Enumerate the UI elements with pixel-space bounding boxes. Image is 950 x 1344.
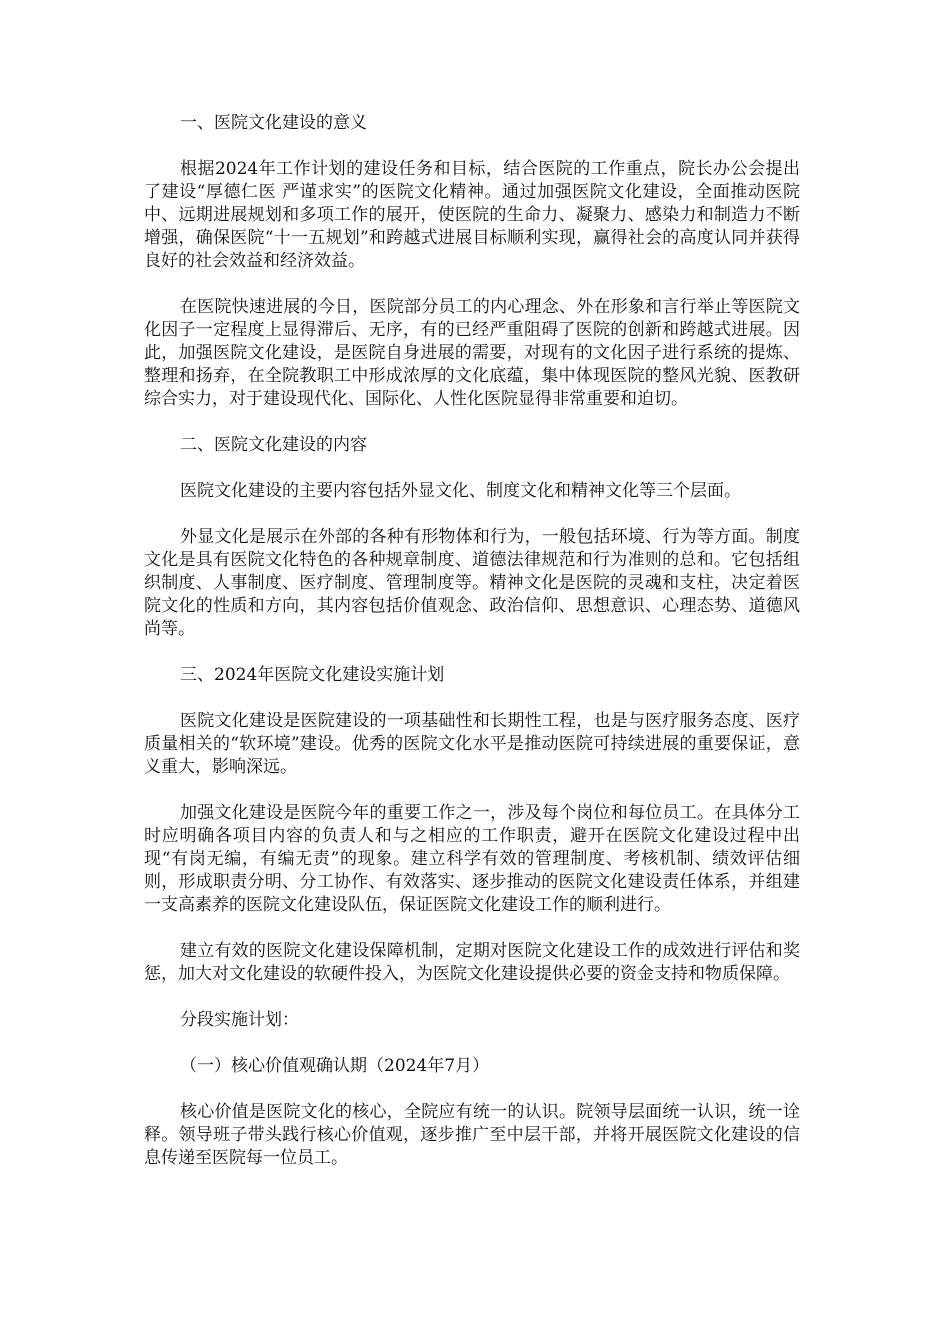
section-heading-1: 一、医院文化建设的意义 — [180, 113, 367, 133]
paragraph: 在医院快速进展的今日，医院部分员工的内心理念、外在形象和言行举止等医院文化因子一定程度上显得滞后、无序，有的已经严重阻碍了医院的创新和跨越式进展。因此，加强医院文化建设，是医院自身进展的需要，对现有的文化因子进行系统的提炼、整理和扬弃，在全院教职工中形成浓厚的文化底蕴，集中体现医院的整风光貌、医教研综合实力，对于建设现代化、国际化、人性化医院显得非常重要和迫切。 — [144, 297, 800, 409]
paragraph: 根据2024年工作计划的建设任务和目标，结合医院的工作重点，院长办公会提出了建设“厚德仁医 严谨求实”的医院文化精神。通过加强医院文化建设，全面推动医院中、远期进展规划和多项工作的展开，使医院的生命力、凝聚力、感染力和制造力不断增强，确保医院“十一五规划”和跨越式进展目标顺利实现，赢得社会的高度认同并获得良好的社会效益和经济效益。 — [144, 159, 800, 271]
paragraph: 医院文化建设是医院建设的一项基础性和长期性工程，也是与医疗服务态度、医疗质量相关的“软环境”建设。优秀的医院文化水平是推动医院可持续进展的重要保证，意义重大，影响深远。 — [144, 711, 800, 777]
subsection-heading: 分段实施计划： — [180, 1010, 299, 1030]
paragraph: 核心价值是医院文化的核心，全院应有统一的认识。院领导层面统一认识，统一诠释。领导班子带头践行核心价值观，逐步推广至中层干部，并将开展医院文化建设的信息传递至医院每一位员工。 — [144, 1102, 800, 1168]
document-page — [144, 112, 800, 1193]
phase-heading-1: （一）核心价值观确认期（2024年7月） — [180, 1056, 490, 1076]
paragraph: 加强文化建设是医院今年的重要工作之一，涉及每个岗位和每位员工。在具体分工时应明确各项目内容的负责人和与之相应的工作职责，避开在医院文化建设过程中出现“有岗无编，有编无责”的现象。建立科学有效的管理制度、考核机制、绩效评估细则，形成职责分明、分工协作、有效落实、逐步推动的医院文化建设责任体系，并组建一支高素养的医院文化建设队伍，保证医院文化建设工作的顺利进行。 — [144, 803, 800, 915]
section-heading-3: 三、2024年医院文化建设实施计划 — [180, 665, 445, 685]
section-heading-2: 二、医院文化建设的内容 — [180, 435, 367, 455]
paragraph: 建立有效的医院文化建设保障机制，定期对医院文化建设工作的成效进行评估和奖惩，加大对文化建设的软硬件投入，为医院文化建设提供必要的资金支持和物质保障。 — [144, 941, 800, 984]
paragraph: 外显文化是展示在外部的各种有形物体和行为，一般包括环境、行为等方面。制度文化是具有医院文化特色的各种规章制度、道德法律规范和行为准则的总和。它包括组织制度、人事制度、医疗制度、管理制度等。精神文化是医院的灵魂和支柱，决定着医院文化的性质和方向，其内容包括价值观念、政治信仰、思想意识、心理态势、道德风尚等。 — [144, 527, 800, 639]
paragraph: 医院文化建设的主要内容包括外显文化、制度文化和精神文化等三个层面。 — [180, 481, 741, 501]
